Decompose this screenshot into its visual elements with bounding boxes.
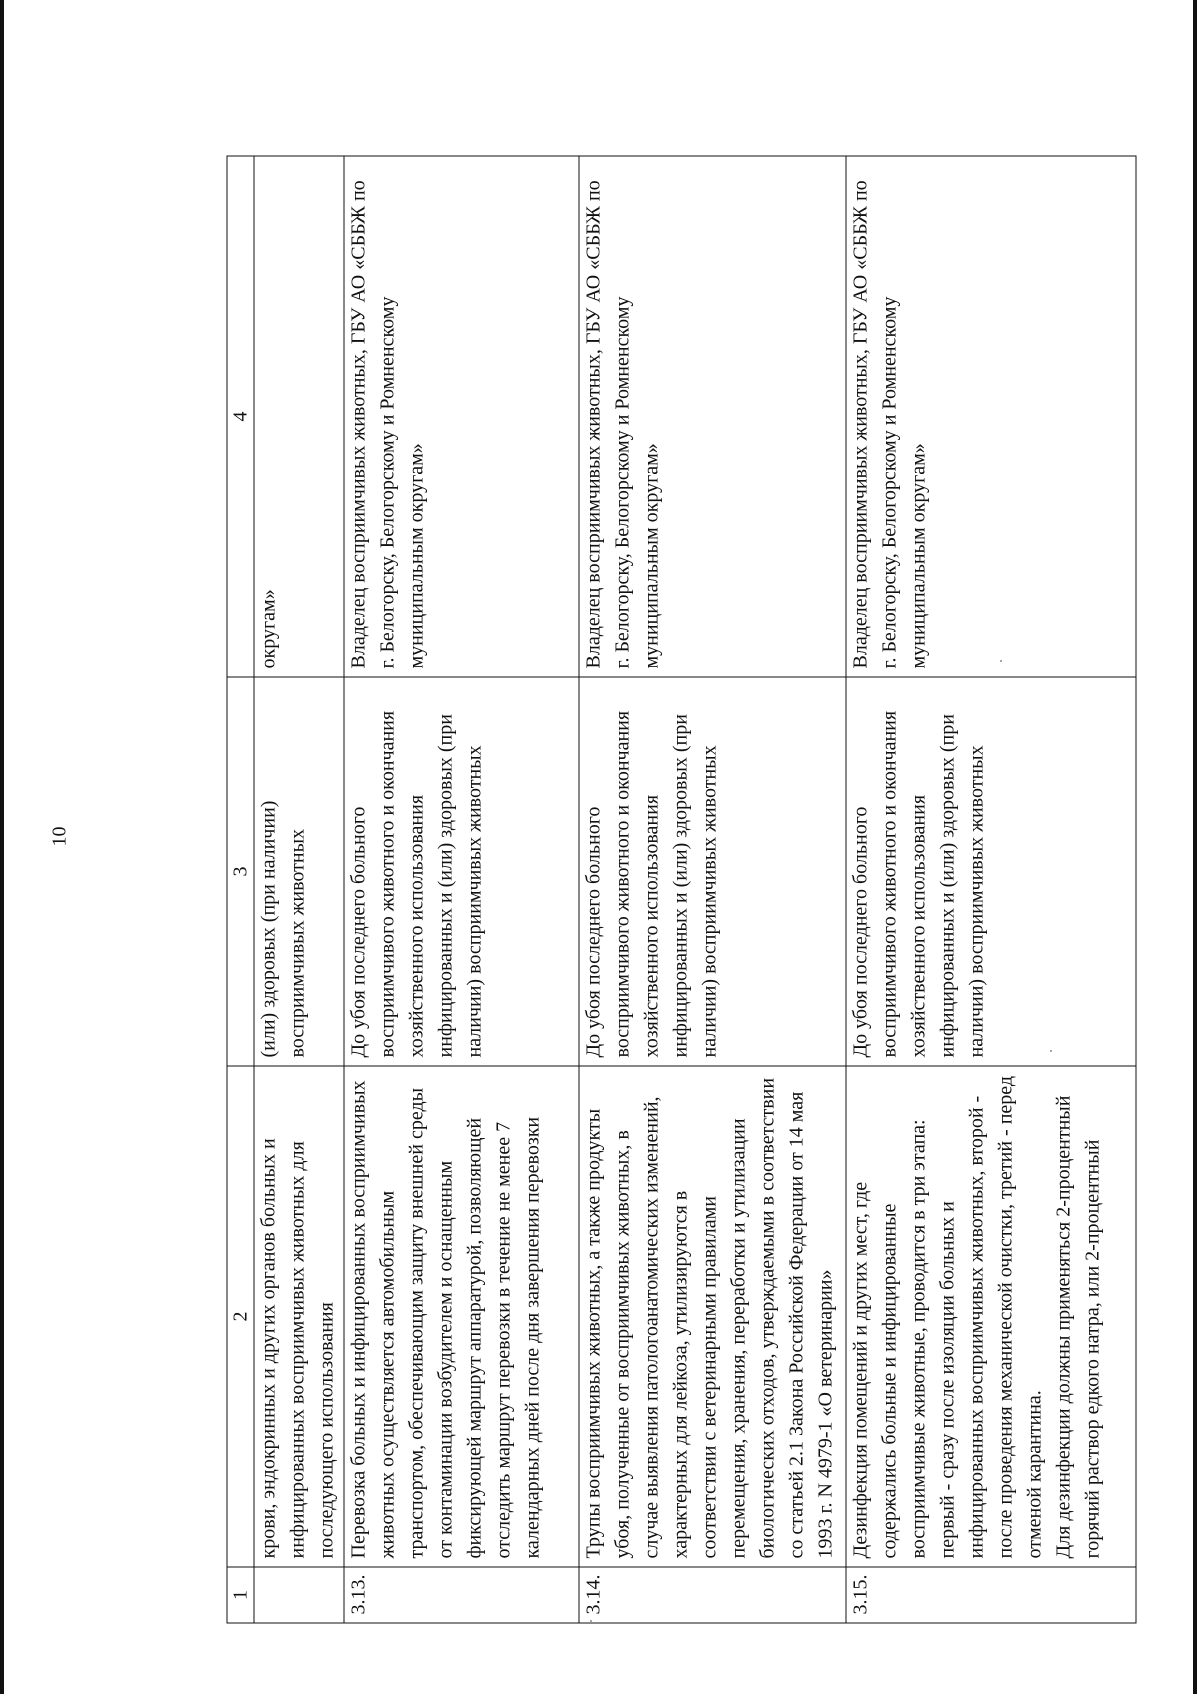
- column-header: 3: [227, 677, 254, 1066]
- table-row: [344, 156, 579, 1623]
- term-cell: До убоя последнего больного восприимчивого животного и окончания хозяйственного использования инфицированных и (или) здоровых (при наличии) восприимчивых животных: [344, 677, 579, 1066]
- row-number: [254, 1567, 344, 1623]
- responsible-cell: Владелец восприимчивых животных, ГБУ АО «СББЖ по г. Белогорску, Белогорскому и Ромненскому муниципальным округам»: [846, 156, 1136, 677]
- column-header: 2: [227, 1066, 254, 1567]
- term-cell: (или) здоровых (при наличии) восприимчивых животных: [254, 677, 344, 1066]
- measures-table: [226, 156, 1136, 1624]
- responsible-cell: Владелец восприимчивых животных, ГБУ АО «СББЖ по г. Белогорску, Белогорскому и Ромненскому муниципальным округам»: [344, 156, 579, 677]
- term-cell: До убоя последнего больного восприимчивого животного и окончания хозяйственного использования инфицированных и (или) здоровых (при наличии) восприимчивых животных: [846, 677, 1136, 1066]
- row-number: 3.13.: [344, 1567, 579, 1623]
- row-number: 3.14.: [579, 1567, 846, 1623]
- responsible-cell: Владелец восприимчивых животных, ГБУ АО «СББЖ по г. Белогорску, Белогорскому и Ромненскому муниципальным округам»: [579, 156, 846, 677]
- measure-cell: Трупы восприимчивых животных, а также продукты убоя, полученные от восприимчивых животных, в случае выявления патологоанатомических изменений, характерных для лейкоза, утилизируются в соответствии с ветеринарными правилами перемещения, хранения, переработки и утилизации биологических отходов, утверждаемыми в соответствии со статьей 2.1 Закона Российской Федерации от 14 мая 1993 г. N 4979-1 «О ветеринарии»: [579, 1066, 846, 1567]
- table-row: [579, 156, 846, 1623]
- term-cell: До убоя последнего больного восприимчивого животного и окончания хозяйственного использования инфицированных и (или) здоровых (при наличии) восприимчивых животных: [579, 677, 846, 1066]
- table-header-row: [227, 156, 254, 1623]
- column-header: 4: [227, 156, 254, 677]
- scan-edge-left: [0, 0, 4, 1694]
- column-header: 1: [227, 1567, 254, 1623]
- measure-cell: крови, эндокринных и других органов больных и инфицированных восприимчивых животных для последующего использования: [254, 1066, 344, 1567]
- responsible-cell: округам»: [254, 156, 344, 677]
- scan-edge-right: [1193, 0, 1197, 1694]
- measure-cell: Дезинфекция помещений и других мест, где содержались больные и инфицированные восприимчивые животные, проводится в три этапа: первый - сразу после изоляции больных и инфицированных восприимчивых животных, второй - после проведения механической очистки, третий - перед отменой карантина. Для дезинфекции должны применяться 2-процентный горячий раствор едкого натра, или 2-процентный: [846, 1066, 1136, 1567]
- table-row: [846, 156, 1136, 1623]
- table-row: [254, 156, 344, 1623]
- page-number: 10: [48, 826, 71, 847]
- rotated-page-content: [226, 157, 1134, 1624]
- row-number: 3.15.: [846, 1567, 1136, 1623]
- measure-cell: Перевозка больных и инфицированных восприимчивых животных осуществляется автомобильным транспортом, обеспечивающим защиту внешней среды от контаминации возбудителем и оснащенным фиксирующей маршрут аппаратурой, позволяющей отследить маршрут перевозки в течение не менее 7 календарных дней после дня завершения перевозки: [344, 1066, 579, 1567]
